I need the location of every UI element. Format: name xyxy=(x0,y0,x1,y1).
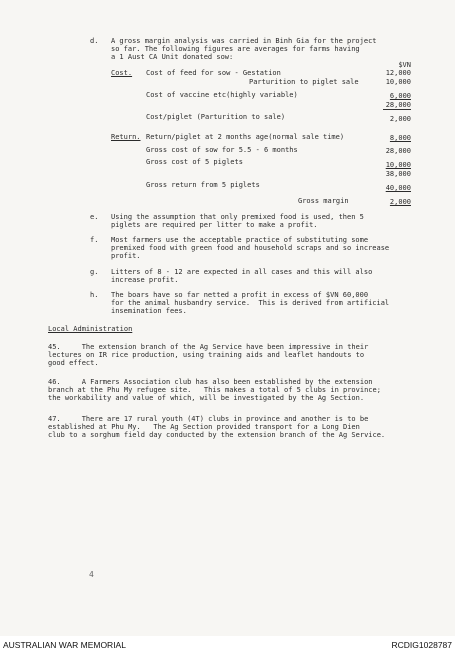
vaccine-line: Cost of vaccine etc(highly variable) xyxy=(146,91,298,99)
feed-value-2: 10,000 xyxy=(385,78,411,86)
item-f-letter: f. xyxy=(90,236,99,244)
feed-line-1: Cost of feed for sow - Gestation xyxy=(146,69,281,77)
cost-label: Cost. xyxy=(111,69,133,77)
return-value: 8,000 xyxy=(389,134,411,142)
cost-total: 28,000 xyxy=(385,101,411,109)
gross-sow-line: Gross cost of sow for 5.5 - 6 months xyxy=(146,146,298,154)
paragraph-45: 45. The extension branch of the Ag Service have been impressive in their lectures on IR rice production, using training aids and leaflet handouts to good effect. xyxy=(48,343,369,368)
item-g-letter: g. xyxy=(90,268,99,276)
gross-sow-value: 28,000 xyxy=(385,147,411,155)
footer-source: AUSTRALIAN WAR MEMORIAL xyxy=(3,640,126,650)
gross-piglets-line: Gross cost of 5 piglets xyxy=(146,158,243,166)
item-d-intro-2: so far. The following figures are averages for farms having xyxy=(111,45,360,53)
section-heading: Local Administration xyxy=(48,325,133,333)
gross-return-line: Gross return from 5 piglets xyxy=(146,181,260,189)
cost-total-rule xyxy=(383,109,411,110)
piglet-cost-line: Cost/piglet (Parturition to sale) xyxy=(146,113,286,121)
feed-value-1: 12,000 xyxy=(385,69,411,77)
piglet-cost-value: 2,000 xyxy=(389,115,411,123)
vaccine-value: 6,000 xyxy=(389,92,411,100)
item-d-intro-3: a 1 Aust CA Unit donated sow: xyxy=(111,53,234,61)
gross-cost-total: 38,000 xyxy=(385,170,411,178)
item-f-text: Most farmers use the acceptable practice of substituting some premixed food with green food and household scraps and so increase profit. xyxy=(111,236,390,261)
gross-piglets-value: 10,000 xyxy=(385,161,411,169)
gross-margin-value: 2,000 xyxy=(389,198,411,206)
handwritten-page-mark: 4 xyxy=(89,570,94,579)
gross-return-value: 40,000 xyxy=(385,184,411,192)
item-h-text: The boars have so far netted a profit in excess of $VN 60,000 for the animal husbandry service. This is derived from artificial insemination fees. xyxy=(111,291,390,316)
currency-header: $VN xyxy=(398,61,411,69)
paragraph-46: 46. A Farmers Association club has also been established by the extension branch at the Phu My refugee site. This makes a total of 5 clubs in province; the workability and value of which, will be investigated by the Ag Section. xyxy=(48,378,381,403)
item-d-letter: d. xyxy=(90,37,99,45)
item-g-text: Litters of 8 - 12 are expected in all cases and this will also increase profit. xyxy=(111,268,373,285)
gross-margin-line: Gross margin xyxy=(298,197,349,205)
footer-record-id: RCDIG1028787 xyxy=(391,640,452,650)
item-h-letter: h. xyxy=(90,291,99,299)
item-e-letter: e. xyxy=(90,213,99,221)
feed-line-2: Parturition to piglet sale xyxy=(249,78,359,86)
return-label: Return. xyxy=(111,133,141,141)
item-e-text: Using the assumption that only premixed food is used, then 5 piglets are required per litter to make a profit. xyxy=(111,213,364,230)
paragraph-47: 47. There are 17 rural youth (4T) clubs in province and another is to be established at Phu My. The Ag Section provided transport for a Long Dien club to a sorghum field day conducted by the extension branch of the Ag Service. xyxy=(48,415,386,440)
item-d-intro-1: A gross margin analysis was carried in Binh Gia for the project xyxy=(111,37,377,45)
archive-footer xyxy=(0,636,455,654)
return-line: Return/piglet at 2 months age(normal sale time) xyxy=(146,133,345,141)
